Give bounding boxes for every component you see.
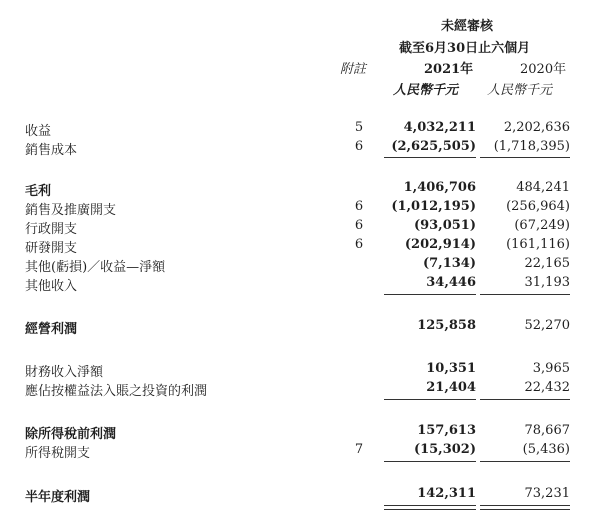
row-value-current: 21,404 bbox=[426, 380, 476, 395]
year-current-heading: 2021年 bbox=[424, 62, 474, 77]
row-label: 半年度利潤 bbox=[25, 490, 91, 505]
row-note: 6 bbox=[354, 237, 364, 252]
subtotal-rule bbox=[384, 399, 476, 400]
row-value-prior: 22,165 bbox=[524, 256, 570, 271]
row-value-prior: (5,436) bbox=[522, 442, 570, 457]
row-label: 財務收入淨額 bbox=[25, 365, 104, 380]
row-value-current: (1,012,195) bbox=[391, 199, 476, 214]
row-label: 銷售成本 bbox=[25, 143, 78, 158]
row-value-prior: 52,270 bbox=[524, 318, 570, 333]
row-label: 應佔按權益法入賬之投資的利潤 bbox=[25, 384, 208, 399]
row-note: 7 bbox=[354, 442, 364, 457]
row-value-prior: 22,432 bbox=[524, 380, 570, 395]
note-column-heading: 附註 bbox=[340, 62, 367, 77]
row-label: 所得稅開支 bbox=[25, 446, 91, 461]
row-label: 毛利 bbox=[25, 184, 52, 199]
row-value-current: 125,858 bbox=[417, 318, 476, 333]
row-value-current: 34,446 bbox=[426, 275, 476, 290]
row-value-prior: (161,116) bbox=[506, 237, 570, 252]
year-prior-heading: 2020年 bbox=[520, 62, 567, 77]
row-value-prior: (256,964) bbox=[506, 199, 570, 214]
row-value-prior: 2,202,636 bbox=[503, 120, 570, 135]
row-note: 6 bbox=[354, 199, 364, 214]
subtotal-rule bbox=[480, 157, 570, 158]
subtotal-rule bbox=[480, 399, 570, 400]
row-label: 其他(虧損)／收益—淨額 bbox=[25, 260, 166, 275]
unit-prior-heading: 人民幣千元 bbox=[487, 83, 553, 98]
row-label: 研發開支 bbox=[25, 241, 78, 256]
row-value-prior: 31,193 bbox=[524, 275, 570, 290]
unaudited-heading: 未經審核 bbox=[441, 19, 494, 34]
row-value-current: (7,134) bbox=[422, 256, 476, 271]
row-value-prior: (1,718,395) bbox=[493, 139, 570, 154]
row-label: 經營利潤 bbox=[25, 322, 78, 337]
row-value-current: (2,625,505) bbox=[391, 139, 476, 154]
period-heading: 截至6月30日止六個月 bbox=[399, 41, 531, 56]
row-note: 6 bbox=[354, 139, 364, 154]
row-value-current: 10,351 bbox=[426, 361, 476, 376]
row-value-current: 142,311 bbox=[417, 486, 476, 501]
row-value-current: (93,051) bbox=[413, 218, 476, 233]
row-value-current: 157,613 bbox=[417, 423, 476, 438]
row-value-prior: 3,965 bbox=[532, 361, 570, 376]
subtotal-rule bbox=[480, 461, 570, 462]
row-value-prior: 78,667 bbox=[524, 423, 570, 438]
row-value-current: (202,914) bbox=[404, 237, 476, 252]
total-double-rule bbox=[480, 505, 570, 510]
subtotal-rule bbox=[384, 294, 476, 295]
row-value-current: (15,302) bbox=[413, 442, 476, 457]
row-label: 銷售及推廣開支 bbox=[25, 203, 117, 218]
row-note: 6 bbox=[354, 218, 364, 233]
unit-current-heading: 人民幣千元 bbox=[393, 83, 459, 98]
row-label: 收益 bbox=[25, 124, 52, 139]
total-double-rule bbox=[384, 505, 476, 510]
subtotal-rule bbox=[384, 157, 476, 158]
row-value-current: 4,032,211 bbox=[403, 120, 476, 135]
row-label: 除所得稅前利潤 bbox=[25, 427, 117, 442]
row-value-prior: (67,249) bbox=[514, 218, 570, 233]
subtotal-rule bbox=[480, 294, 570, 295]
row-note: 5 bbox=[354, 120, 364, 135]
row-value-prior: 484,241 bbox=[516, 180, 570, 195]
row-value-current: 1,406,706 bbox=[403, 180, 476, 195]
row-label: 行政開支 bbox=[25, 222, 78, 237]
row-value-prior: 73,231 bbox=[524, 486, 570, 501]
subtotal-rule bbox=[384, 461, 476, 462]
row-label: 其他收入 bbox=[25, 279, 78, 294]
